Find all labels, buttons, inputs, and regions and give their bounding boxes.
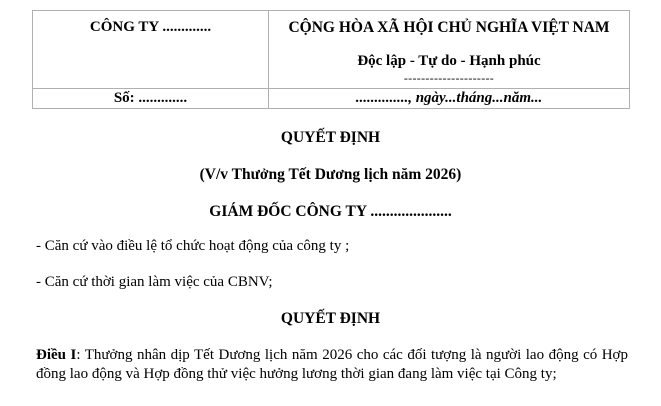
decision-heading: QUYẾT ĐỊNH: [280, 310, 381, 327]
basis-item-1: - Căn cứ vào điều lệ tổ chức hoạt động của công ty ;: [36, 238, 350, 254]
motto-underline: ---------------------: [403, 71, 495, 85]
document-number: Số: .............: [113, 90, 188, 106]
company-cell: [33, 11, 269, 89]
article-1: [36, 346, 628, 384]
nation-cell: [269, 11, 630, 89]
date-cell: [269, 89, 630, 109]
company-name: CÔNG TY .............: [89, 19, 212, 35]
national-motto: Độc lập - Tự do - Hạnh phúc: [357, 53, 541, 69]
issuer-title: GIÁM ĐỐC CÔNG TY .....................: [209, 203, 452, 220]
number-cell: [33, 89, 269, 109]
article-1-label: Điều I: [36, 347, 77, 363]
article-1-text: : Thưởng nhân dịp Tết Dương lịch năm 2026 cho các đối tượng là người lao động có Hợp đồng lao động và Hợp đồng thử việc hưởng lương thời gian đang làm việc tại Công ty;: [36, 347, 628, 382]
document-subject: (V/v Thưởng Tết Dương lịch năm 2026): [199, 166, 462, 183]
document-date: .............., ngày...tháng...năm...: [355, 90, 543, 106]
national-title: CỘNG HÒA XÃ HỘI CHỦ NGHĨA VIỆT NAM: [288, 19, 610, 36]
document-header-table: [32, 10, 630, 109]
basis-item-2: - Căn cứ thời gian làm việc của CBNV;: [36, 274, 273, 290]
document-title: QUYẾT ĐỊNH: [280, 129, 381, 146]
